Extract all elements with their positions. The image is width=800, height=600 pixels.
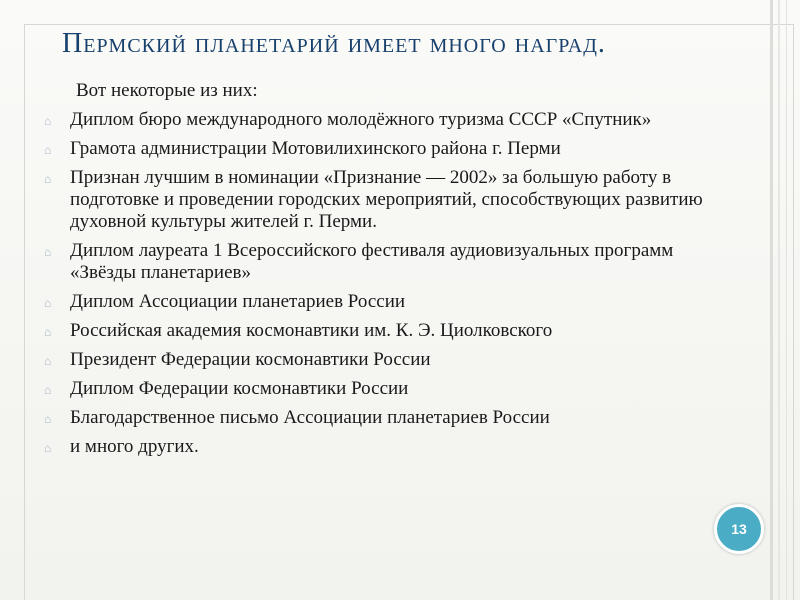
list-item-text: Диплом лауреата 1 Всероссийского фестиваля аудиовизуальных программ «Звёзды планетариев»: [70, 240, 674, 283]
list-item: [42, 109, 742, 131]
bullet-icon: ⌂: [44, 296, 52, 310]
bullet-icon: ⌂: [44, 441, 52, 455]
frame-line: [770, 0, 773, 600]
bullet-icon: ⌂: [44, 383, 52, 397]
list-item: [42, 436, 742, 458]
frame-line: [778, 0, 780, 600]
slide-title: Пермский планетарий имеет много наград.: [62, 28, 606, 59]
list-item: [42, 167, 742, 233]
bullet-icon: ⌂: [44, 412, 52, 426]
list-item: [42, 138, 742, 160]
bullet-icon: ⌂: [44, 172, 52, 186]
bullet-icon: ⌂: [44, 114, 52, 128]
list-item-text: Диплом бюро международного молодёжного туризма СССР «Спутник»: [70, 109, 652, 130]
list-item-text: и много других.: [70, 436, 199, 457]
bullet-icon: ⌂: [44, 143, 52, 157]
bullet-icon: ⌂: [44, 245, 52, 259]
award-list: [42, 109, 742, 458]
list-item-text: Президент Федерации космонавтики России: [70, 349, 431, 370]
page-number-badge: 13: [714, 504, 764, 554]
slide-content: [42, 80, 742, 465]
list-item-text: Диплом Федерации космонавтики России: [70, 378, 409, 399]
list-item-text: Российская академия космонавтики им. К. Э. Циолковского: [70, 320, 553, 341]
list-item: [42, 291, 742, 313]
list-item: [42, 240, 742, 284]
list-item: [42, 349, 742, 371]
frame-line: [786, 0, 787, 600]
list-item-text: Грамота администрации Мотовилихинского района г. Перми: [70, 138, 561, 159]
list-item-text: Признан лучшим в номинации «Признание — 2002» за большую работу в подготовке и проведении городских мероприятий, способствующих развитию духовной культуры жителей г. Перми.: [70, 167, 703, 232]
list-item: [42, 320, 742, 342]
list-item-text: Благодарственное письмо Ассоциации планетариев России: [70, 407, 550, 428]
bullet-icon: ⌂: [44, 325, 52, 339]
list-item: [42, 378, 742, 400]
intro-text: Вот некоторые из них:: [76, 80, 258, 101]
bullet-icon: ⌂: [44, 354, 52, 368]
list-item: [42, 407, 742, 429]
list-item-text: Диплом Ассоциации планетариев России: [70, 291, 406, 312]
